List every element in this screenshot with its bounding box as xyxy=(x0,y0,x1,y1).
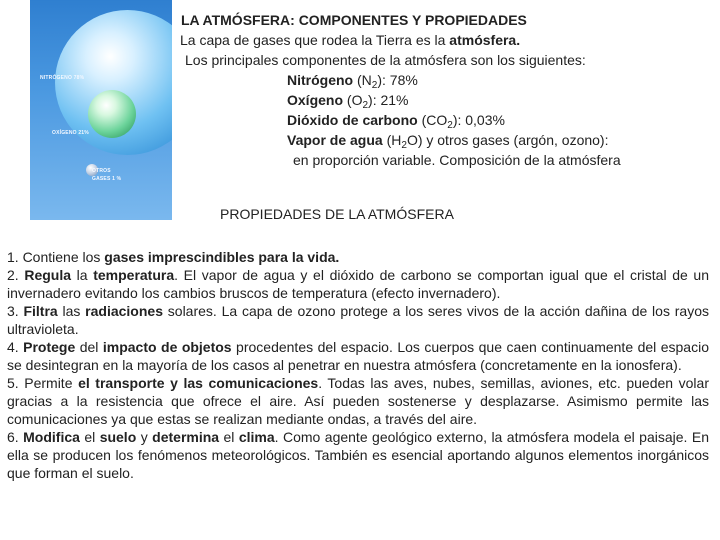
intro-text: La capa de gases que rodea la Tierra es la xyxy=(180,32,450,48)
formula-part: (CO xyxy=(421,112,448,128)
components-note: en proporción variable. Composición de la atmósfera xyxy=(293,152,621,168)
text: las xyxy=(57,303,86,319)
text: 3. xyxy=(7,303,24,319)
intro-line-2: Los principales componentes de la atmósfera son los siguientes: xyxy=(185,52,586,68)
text: del xyxy=(75,339,103,355)
component-name: Oxígeno xyxy=(287,92,344,108)
formula-sub: 2 xyxy=(362,100,369,111)
text: 1. Contiene los xyxy=(7,249,105,265)
bold-text: Filtra xyxy=(23,303,58,319)
component-nitrogen xyxy=(287,70,418,90)
other-gases-label-1: OTROS xyxy=(92,168,111,174)
property-item xyxy=(7,266,709,302)
formula-part: O) y otros gases (argón, ozono): xyxy=(406,132,609,148)
text: procedentes del espacio. Los cuerpos que caen continuamente del espacio se desintegran en la mayoría de los casos al penetrar en nuestra atmósfera (concretamente en la ionosfera). xyxy=(7,339,709,373)
text: el xyxy=(219,429,239,445)
intro-bold: atmósfera. xyxy=(449,32,521,48)
text: 6. xyxy=(7,429,24,445)
formula-sub: 2 xyxy=(371,80,378,91)
properties-list xyxy=(7,248,709,482)
atmosphere-composition-figure xyxy=(30,0,172,220)
oxygen-sphere xyxy=(88,90,136,138)
component-oxygen xyxy=(287,90,409,110)
formula-sub: 2 xyxy=(401,140,407,151)
bold-text: Modifica xyxy=(23,429,80,445)
text: el xyxy=(79,429,100,445)
text: solares. La capa de ozono protege a los seres vivos de la acción dañina de los rayos ultravioleta. xyxy=(7,303,709,337)
bold-text: Regula xyxy=(24,267,72,283)
bold-text: impacto de objetos xyxy=(102,339,232,355)
intro-line-1 xyxy=(180,30,520,50)
bold-text: determina xyxy=(152,429,220,445)
property-item xyxy=(7,248,709,266)
text: . Todas las aves, nubes, semillas, aviones, etc. pueden volar gracias a la resistencia que ofrece el aire. Así pueden sostenerse y desplazarse. Asimismo permite las comunicaciones ya que estas se realizan mediante ondas, a través del aire. xyxy=(7,375,709,427)
bold-text: temperatura xyxy=(93,267,175,283)
text: . El vapor de agua y el dióxido de carbono se comportan igual que el cristal de un invernadero evitando los cambios bruscos de temperatura (efecto invernadero). xyxy=(7,267,709,301)
text: . Como agente geológico externo, la atmósfera modela el paisaje. En ella se producen los fenómenos meteorológicos. También es esencial aportando algunos elementos inorgánicos que forman el suelo. xyxy=(7,429,709,481)
formula-part: ): 0,03% xyxy=(452,112,505,128)
property-item xyxy=(7,302,709,338)
section-subtitle: PROPIEDADES DE LA ATMÓSFERA xyxy=(220,206,454,222)
text: y xyxy=(136,429,153,445)
bold-text: Protege xyxy=(23,339,76,355)
formula-sub: 2 xyxy=(447,120,453,131)
text: 2. xyxy=(7,267,25,283)
bold-text: radiaciones xyxy=(85,303,163,319)
property-item xyxy=(7,338,709,374)
bold-text: gases imprescindibles para la vida. xyxy=(104,249,340,265)
property-item xyxy=(7,428,709,482)
formula-part: ): 78% xyxy=(377,72,418,88)
formula-part: (H xyxy=(386,132,402,148)
bold-text: el transporte y las comunicaciones xyxy=(78,375,319,391)
oxygen-label: OXÍGENO 21% xyxy=(52,130,89,136)
text: la xyxy=(71,267,94,283)
bold-text: suelo xyxy=(99,429,137,445)
component-name: Vapor de agua xyxy=(287,132,383,148)
text: 4. xyxy=(7,339,24,355)
bold-text: clima xyxy=(238,429,275,445)
text: 5. Permite xyxy=(7,375,79,391)
nitrogen-label: NITRÓGENO 78% xyxy=(40,75,85,81)
formula-part: (N xyxy=(357,72,372,88)
other-gases-label-2: GASES 1 % xyxy=(92,176,122,182)
component-co2 xyxy=(287,110,505,130)
formula-part: ): 21% xyxy=(368,92,409,108)
property-item xyxy=(7,374,709,428)
component-name: Dióxido de carbono xyxy=(287,112,418,128)
component-name: Nitrógeno xyxy=(287,72,354,88)
formula-part: (O xyxy=(346,92,363,108)
component-water-vapor xyxy=(287,130,608,150)
page-title: LA ATMÓSFERA: COMPONENTES Y PROPIEDADES xyxy=(181,12,527,28)
